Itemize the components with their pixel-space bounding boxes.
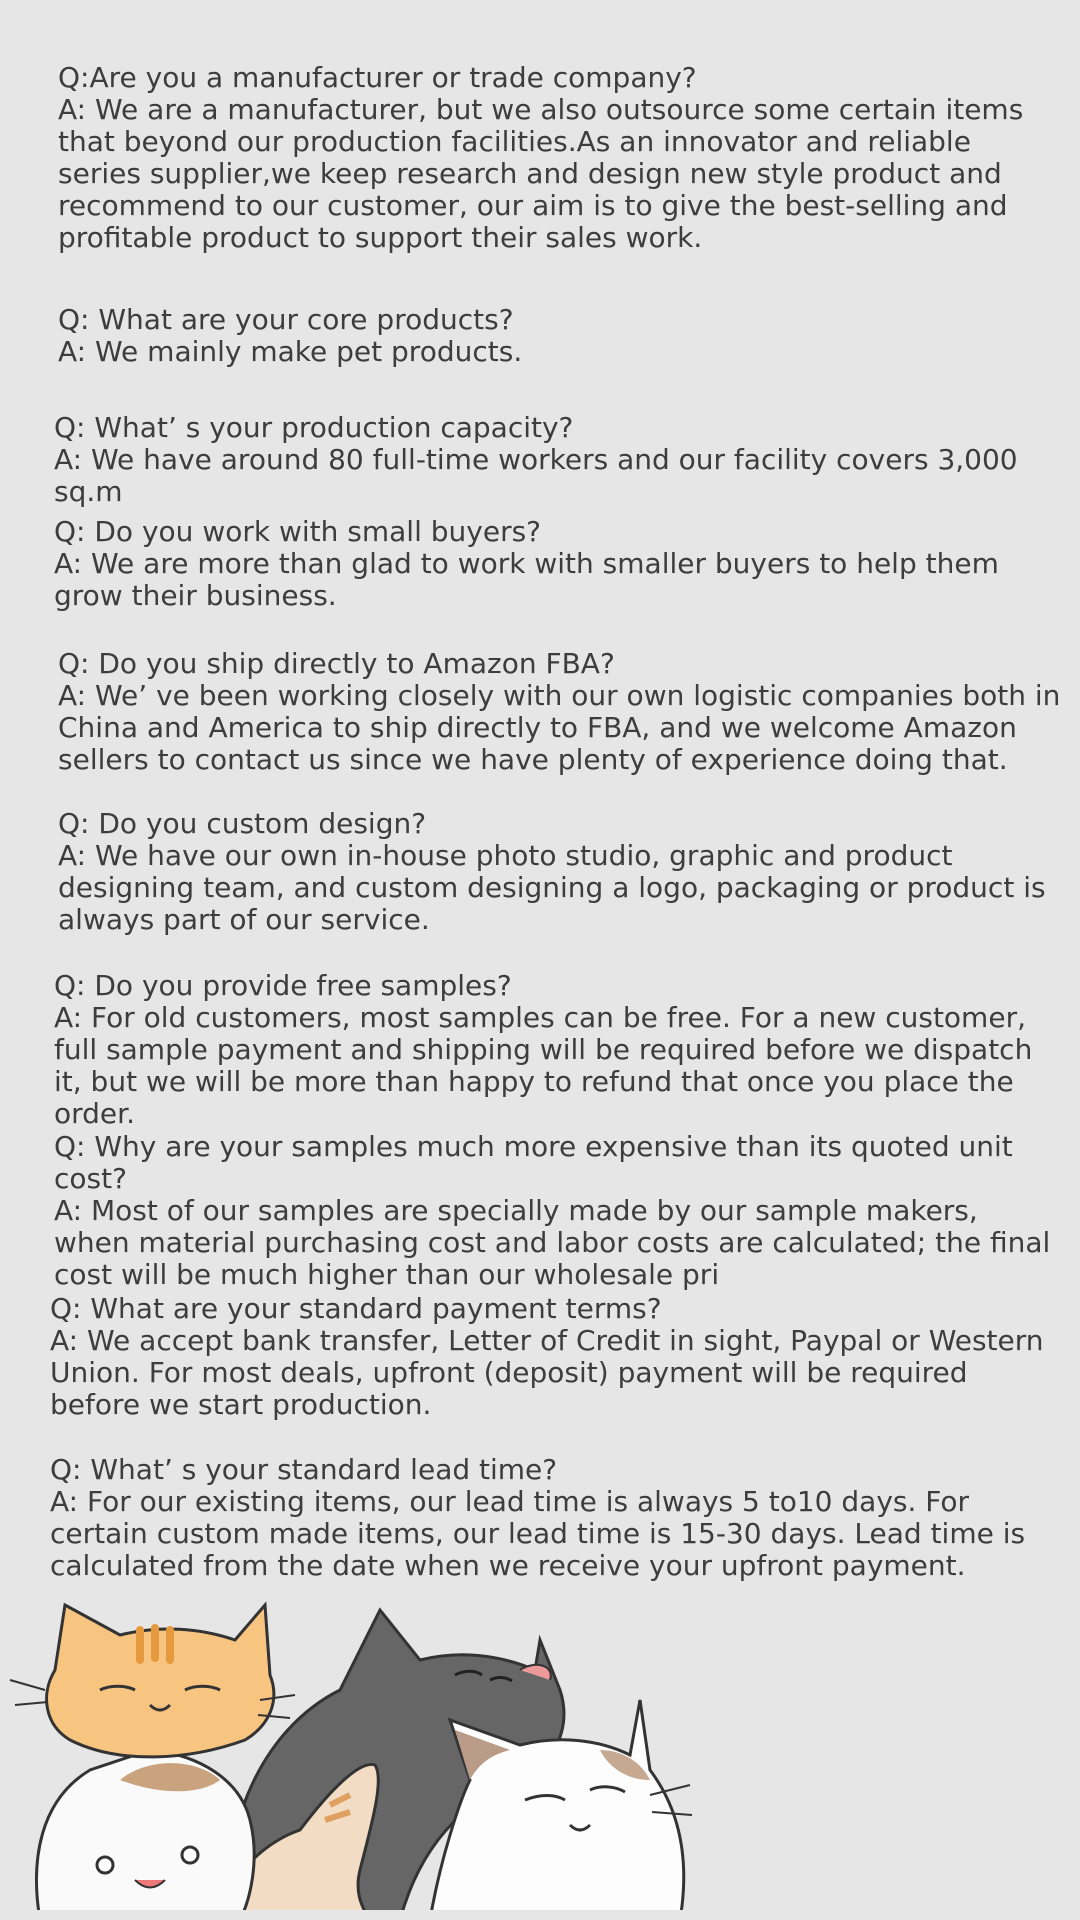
- faq-item-free-samples: [54, 970, 1062, 1130]
- faq-item-custom-design: [58, 808, 1062, 936]
- faq-answer: A: For our existing items, our lead time is always 5 to10 days. For certain custom made items, our lead time is 15-30 days. Lead time is calculated from the date when we receive your upfront payment.: [50, 1485, 1034, 1582]
- faq-item-amazon-fba: [58, 647, 1070, 776]
- cats-illustration-icon: [0, 1580, 700, 1920]
- faq-item-manufacturer: [58, 62, 1062, 254]
- faq-answer: A: We are a manufacturer, but we also outsource some certain items that beyond our production facilities.As an innovator and reliable series supplier,we keep research and design new style product and recommend to our customer, our aim is to give the best-selling and profitable product to support their sales work.: [58, 93, 1033, 254]
- faq-question: Q: What are your standard payment terms?: [50, 1292, 662, 1325]
- faq-question: Q: What’ s your standard lead time?: [50, 1453, 558, 1486]
- faq-question: Q: Do you custom design?: [58, 807, 427, 840]
- faq-item-payment-terms: [50, 1293, 1062, 1421]
- faq-item-small-buyers: [54, 516, 1062, 612]
- faq-question: Q: What’ s your production capacity?: [54, 411, 574, 444]
- faq-item-capacity: [54, 412, 1062, 508]
- faq-answer: A: We are more than glad to work with smaller buyers to help them grow their business.: [54, 547, 1008, 612]
- faq-answer: A: We have our own in-house photo studio, graphic and product designing team, and custom designing a logo, packaging or product is always part of our service.: [58, 839, 1055, 936]
- faq-item-sample-cost: [54, 1131, 1062, 1291]
- faq-question: Q:Are you a manufacturer or trade company?: [58, 61, 697, 94]
- faq-answer: A: We have around 80 full-time workers and our facility covers 3,000 sq.m: [54, 443, 1027, 508]
- faq-item-core-products: [58, 304, 1062, 368]
- faq-question: Q: Do you provide free samples?: [54, 969, 512, 1002]
- faq-answer: A: We mainly make pet products.: [58, 335, 523, 368]
- faq-question: Q: Do you ship directly to Amazon FBA?: [58, 647, 615, 680]
- faq-answer: A: Most of our samples are specially made by our sample makers, when material purchasing cost and labor costs are calculated; the final cost will be much higher than our wholesale pri: [54, 1194, 1060, 1291]
- faq-answer: A: We’ ve been working closely with our own logistic companies both in China and America to ship directly to FBA, and we welcome Amazon sellers to contact us since we have plenty of experience doing that.: [58, 679, 1070, 776]
- faq-item-lead-time: [50, 1454, 1062, 1582]
- faq-question: Q: Do you work with small buyers?: [54, 515, 542, 548]
- faq-answer: A: We accept bank transfer, Letter of Credit in sight, Paypal or Western Union. For most deals, upfront (deposit) payment will be required before we start production.: [50, 1324, 1053, 1421]
- faq-answer: A: For old customers, most samples can be free. For a new customer, full sample payment and shipping will be required before we dispatch it, but we will be more than happy to refund that once you place the order.: [54, 1001, 1042, 1130]
- faq-question: Q: Why are your samples much more expensive than its quoted unit cost?: [54, 1130, 1022, 1195]
- faq-question: Q: What are your core products?: [58, 303, 514, 336]
